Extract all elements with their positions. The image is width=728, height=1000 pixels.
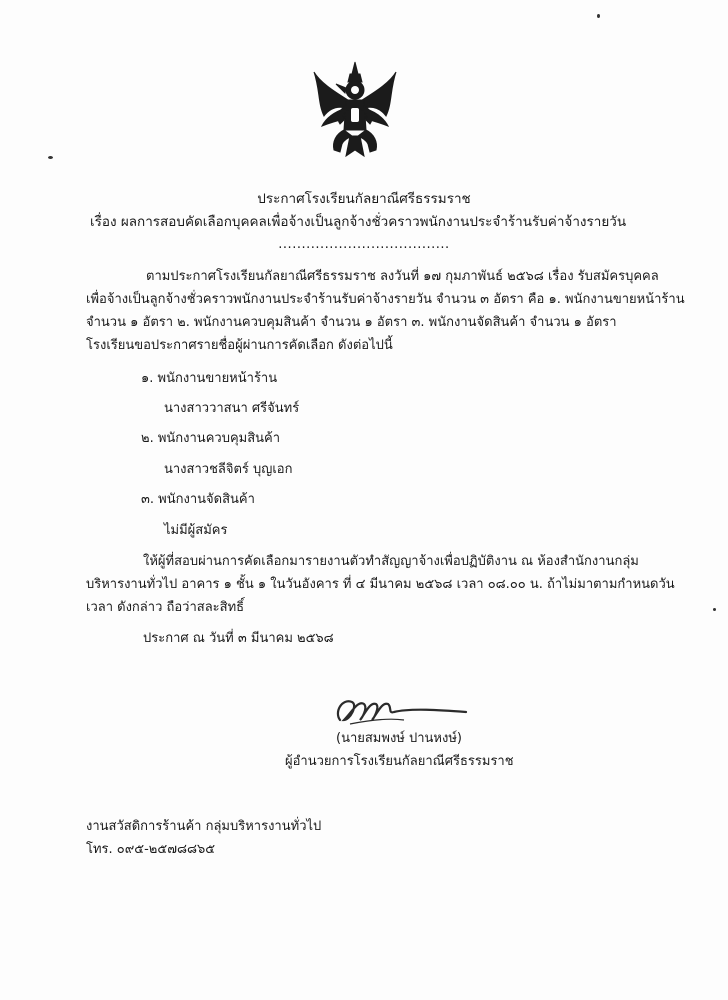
intro-line: จำนวน ๑ อัตรา ๒. พนักงานควบคุมสินค้า จำนวน ๑ อัตรา ๓. พนักงานจัดสินค้า จำนวน ๑ อัตรา xyxy=(86,315,617,330)
intro-line: เพื่อจ้างเป็นลูกจ้างชั่วคราวพนักงานประจำร้านรับค่าจ้างรายวัน จำนวน ๓ อัตรา คือ ๑. พนักงานขายหน้าร้าน xyxy=(86,292,685,307)
instruction-line: เวลา ดังกล่าว ถือว่าสละสิทธิ์ xyxy=(86,600,245,615)
document-title: ประกาศโรงเรียนกัลยาณีศรีธรรมราช xyxy=(257,191,471,207)
position-result: นางสาวชลีจิตร์ บุญเอก xyxy=(164,462,293,477)
footer-phone: โทร. ๐๙๕-๒๕๗๘๘๖๕ xyxy=(86,842,216,857)
scan-speck xyxy=(713,608,716,611)
position-result: นางสาววาสนา ศรีจันทร์ xyxy=(164,401,300,416)
scan-speck xyxy=(48,156,53,159)
header-separator: ..................................... xyxy=(278,237,450,252)
position-result: ไม่มีผู้สมัคร xyxy=(164,523,228,538)
position-title: ๑. พนักงานขายหน้าร้าน xyxy=(141,371,278,386)
signature-mark xyxy=(330,690,470,730)
footer-department: งานสวัสดิการร้านค้า กลุ่มบริหารงานทั่วไป xyxy=(86,819,322,834)
signatory-position: ผู้อำนวยการโรงเรียนกัลยาณีศรีธรรมราช xyxy=(285,754,514,769)
instruction-line: ให้ผู้ที่สอบผ่านการคัดเลือกมารายงานตัวทำสัญญาจ้างเพื่อปฏิบัติงาน ณ ห้องสำนักงานกลุ่ม xyxy=(143,554,639,569)
position-title: ๒. พนักงานควบคุมสินค้า xyxy=(141,431,281,446)
position-title: ๓. พนักงานจัดสินค้า xyxy=(141,492,255,507)
garuda-emblem xyxy=(312,60,398,160)
intro-line: ตามประกาศโรงเรียนกัลยาณีศรีธรรมราช ลงวันที่ ๑๗ กุมภาพันธ์ ๒๕๖๘ เรื่อง รับสมัครบุคคล xyxy=(146,269,659,284)
signatory-name: (นายสมพงษ์ ปานหงษ์) xyxy=(336,731,462,746)
announcement-date: ประกาศ ณ วันที่ ๓ มีนาคม ๒๕๖๘ xyxy=(143,631,334,646)
scan-speck xyxy=(597,14,600,18)
intro-line: โรงเรียนขอประกาศรายชื่อผู้ผ่านการคัดเลือก ดังต่อไปนี้ xyxy=(86,338,393,353)
document-subject: เรื่อง ผลการสอบคัดเลือกบุคคลเพื่อจ้างเป็นลูกจ้างชั่วคราวพนักงานประจำร้านรับค่าจ้างรายวัน xyxy=(90,214,627,230)
instruction-line: บริหารงานทั่วไป อาคาร ๑ ชั้น ๑ ในวันอังคาร ที่ ๔ มีนาคม ๒๕๖๘ เวลา ๐๘.๐๐ น. ถ้าไม่มาตามกำหนดวัน xyxy=(86,577,675,592)
